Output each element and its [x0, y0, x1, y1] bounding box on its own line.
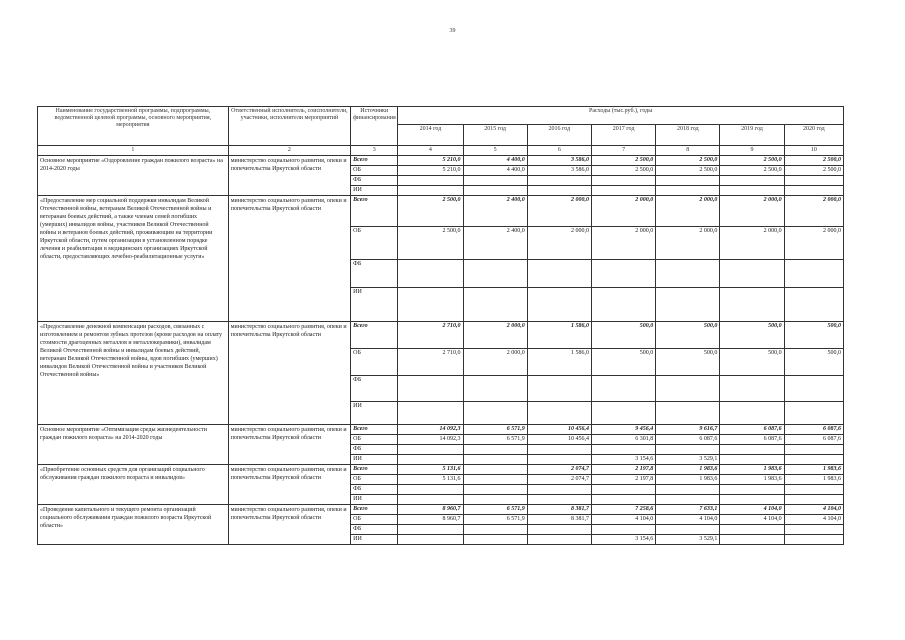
amount-cell [527, 176, 591, 186]
amount-cell: 2 710,0 [398, 349, 463, 376]
amount-cell [398, 260, 463, 288]
column-number: 10 [784, 146, 843, 156]
column-number: 2 [228, 146, 350, 156]
amount-cell: 6 571,9 [463, 435, 527, 445]
amount-cell: 2 000,0 [656, 227, 720, 260]
amount-cell [398, 525, 463, 535]
amount-cell [463, 535, 527, 545]
amount-cell [720, 445, 784, 455]
table-row [38, 465, 844, 475]
amount-cell: 2 000,0 [720, 196, 784, 227]
amount-cell: 4 104,0 [720, 505, 784, 515]
amount-cell: 2 074,7 [527, 475, 591, 485]
amount-cell: 2 500,0 [591, 156, 655, 166]
amount-cell: 1 983,6 [720, 465, 784, 475]
table-row [38, 196, 844, 227]
funding-source: ОБ [351, 435, 398, 445]
amount-cell [656, 525, 720, 535]
amount-cell: 7 633,1 [656, 505, 720, 515]
amount-cell [527, 455, 591, 465]
amount-cell: 6 571,9 [463, 425, 527, 435]
funding-source: ОБ [351, 475, 398, 485]
column-number: 9 [720, 146, 784, 156]
amount-cell: 7 258,6 [591, 505, 655, 515]
amount-cell: 3 154,6 [591, 535, 655, 545]
amount-cell [591, 402, 655, 425]
funding-source: ФБ [351, 485, 398, 495]
amount-cell [784, 455, 843, 465]
funding-source: ОБ [351, 515, 398, 525]
funding-source: ФБ [351, 176, 398, 186]
column-number: 6 [527, 146, 591, 156]
amount-cell [656, 376, 720, 402]
amount-cell: 2 000,0 [784, 196, 843, 227]
column-number: 3 [351, 146, 398, 156]
amount-cell [398, 176, 463, 186]
amount-cell: 500,0 [784, 349, 843, 376]
table-row [38, 322, 844, 349]
amount-cell: 6 087,6 [784, 435, 843, 445]
amount-cell [463, 376, 527, 402]
header-source: Источники финансирования [351, 107, 398, 146]
amount-cell: 3 586,0 [527, 156, 591, 166]
amount-cell: 6 087,6 [720, 425, 784, 435]
amount-cell [656, 495, 720, 505]
amount-cell [398, 535, 463, 545]
funding-source: ИИ [351, 402, 398, 425]
amount-cell [463, 495, 527, 505]
amount-cell [463, 260, 527, 288]
amount-cell: 8 960,7 [398, 515, 463, 525]
amount-cell [656, 186, 720, 196]
funding-source: Всего [351, 465, 398, 475]
amount-cell: 3 529,1 [656, 535, 720, 545]
amount-cell [720, 402, 784, 425]
amount-cell [720, 485, 784, 495]
amount-cell: 4 104,0 [784, 515, 843, 525]
amount-cell: 500,0 [784, 322, 843, 349]
amount-cell [591, 260, 655, 288]
activity-name: «Предоставление денежной компенсации расходов, связанных с изготовлением и ремонтом зубных протезов (кроме расходов на оплату стоимости драгоценных металлов и металлокерамики), инвалидам Великой Отечественной войны и инвалидам боевых действий, ветеранам Великой Отечественной войны, вдов погибших (умерших) инвалидов Великой Отечественной войны и участников Великой Отечественной войны» [38, 322, 229, 425]
amount-cell [720, 176, 784, 186]
amount-cell: 500,0 [720, 349, 784, 376]
amount-cell: 10 456,4 [527, 435, 591, 445]
activity-name: «Предоставление мер социальной поддержки инвалидам Великой Отечественной войны, ветеранам Великой Отечественной войны и ветеранам боевых действий, а также членам семей погибших (умерших) инвалидов войны, участников Великой Отечественной войны и ветеранов боевых действий, проживающим на территории Иркутской области, путем организации в установленном порядке лечения и реабилитации в медицинских организациях Иркутской области, предоставляющих лечебно-реабилитационные услуги» [38, 196, 229, 322]
activity-name: «Проведение капитального и текущего ремонта организаций социального обслуживания граждан пожилого возраста Иркутской области» [38, 505, 229, 545]
amount-cell: 6 087,6 [656, 435, 720, 445]
amount-cell: 2 197,8 [591, 465, 655, 475]
header-year: 2018 год [656, 125, 720, 146]
header-name: Наименование государственной программы, подпрограммы, ведомственной целевой программы, основного мероприятия, мероприятия [38, 107, 229, 146]
column-number: 4 [398, 146, 463, 156]
amount-cell: 2 400,0 [463, 227, 527, 260]
activity-name: Основное мероприятие «Оздоровление граждан пожилого возраста» на 2014-2020 годы [38, 156, 229, 196]
amount-cell: 2 500,0 [591, 166, 655, 176]
amount-cell [784, 485, 843, 495]
amount-cell [398, 288, 463, 322]
page-number: 39 [449, 28, 456, 34]
amount-cell [398, 402, 463, 425]
amount-cell [720, 260, 784, 288]
executor-name: министерство социального развития, опеки и попечительства Иркутской области [228, 465, 350, 505]
amount-cell [656, 176, 720, 186]
column-number: 8 [656, 146, 720, 156]
funding-source: ИИ [351, 495, 398, 505]
amount-cell: 2 000,0 [656, 196, 720, 227]
amount-cell: 2 500,0 [720, 166, 784, 176]
funding-source: Всего [351, 425, 398, 435]
amount-cell [398, 455, 463, 465]
amount-cell: 5 210,0 [398, 156, 463, 166]
amount-cell: 2 500,0 [656, 156, 720, 166]
amount-cell: 9 456,4 [591, 425, 655, 435]
amount-cell: 2 000,0 [784, 227, 843, 260]
amount-cell: 6 301,8 [591, 435, 655, 445]
amount-cell: 2 500,0 [656, 166, 720, 176]
amount-cell [784, 402, 843, 425]
amount-cell [463, 465, 527, 475]
amount-cell: 5 210,0 [398, 166, 463, 176]
amount-cell: 4 104,0 [784, 505, 843, 515]
amount-cell [527, 485, 591, 495]
amount-cell: 4 104,0 [591, 515, 655, 525]
header-expenses: Расходы (тыс.руб.), годы [398, 107, 844, 125]
amount-cell [720, 495, 784, 505]
amount-cell [784, 495, 843, 505]
amount-cell [784, 288, 843, 322]
amount-cell: 500,0 [656, 349, 720, 376]
amount-cell: 4 104,0 [656, 515, 720, 525]
amount-cell [463, 485, 527, 495]
header-year: 2014 год [398, 125, 463, 146]
amount-cell: 1 983,6 [784, 465, 843, 475]
amount-cell [527, 402, 591, 425]
amount-cell [463, 455, 527, 465]
amount-cell [656, 485, 720, 495]
amount-cell: 2 000,0 [720, 227, 784, 260]
amount-cell: 2 710,0 [398, 322, 463, 349]
amount-cell: 3 586,0 [527, 166, 591, 176]
amount-cell: 500,0 [656, 322, 720, 349]
amount-cell [463, 445, 527, 455]
amount-cell: 2 000,0 [527, 227, 591, 260]
table-row [38, 156, 844, 166]
amount-cell: 1 983,6 [656, 465, 720, 475]
funding-source: ОБ [351, 166, 398, 176]
amount-cell: 500,0 [720, 322, 784, 349]
amount-cell: 2 400,0 [463, 196, 527, 227]
amount-cell [398, 445, 463, 455]
amount-cell [720, 376, 784, 402]
amount-cell: 10 456,4 [527, 425, 591, 435]
amount-cell [784, 525, 843, 535]
funding-source: ИИ [351, 288, 398, 322]
amount-cell: 2 000,0 [463, 349, 527, 376]
executor-name: министерство социального развития, опеки и попечительства Иркутской области [228, 505, 350, 545]
funding-source: ИИ [351, 455, 398, 465]
amount-cell: 2 000,0 [527, 196, 591, 227]
amount-cell: 2 074,7 [527, 465, 591, 475]
amount-cell: 6 087,6 [784, 425, 843, 435]
column-number: 7 [591, 146, 655, 156]
amount-cell [784, 445, 843, 455]
amount-cell [656, 402, 720, 425]
amount-cell [784, 260, 843, 288]
amount-cell: 1 983,6 [656, 475, 720, 485]
amount-cell: 1 586,0 [527, 349, 591, 376]
amount-cell: 8 960,7 [398, 505, 463, 515]
amount-cell: 3 154,6 [591, 455, 655, 465]
amount-cell [591, 376, 655, 402]
amount-cell [463, 176, 527, 186]
funding-source: Всего [351, 322, 398, 349]
amount-cell: 500,0 [591, 322, 655, 349]
amount-cell [784, 535, 843, 545]
executor-name: министерство социального развития, опеки и попечительства Иркутской области [228, 425, 350, 465]
executor-name: министерство социального развития, опеки и попечительства Иркутской области [228, 156, 350, 196]
table-row [38, 505, 844, 515]
amount-cell: 500,0 [591, 349, 655, 376]
amount-cell: 2 000,0 [591, 227, 655, 260]
funding-source: Всего [351, 156, 398, 166]
amount-cell [398, 376, 463, 402]
amount-cell [591, 445, 655, 455]
column-number: 1 [38, 146, 229, 156]
amount-cell [527, 186, 591, 196]
executor-name: министерство социального развития, опеки и попечительства Иркутской области [228, 322, 350, 425]
amount-cell: 2 500,0 [784, 156, 843, 166]
amount-cell: 5 131,6 [398, 475, 463, 485]
amount-cell: 8 381,7 [527, 505, 591, 515]
amount-cell: 6 087,6 [720, 435, 784, 445]
amount-cell: 1 586,0 [527, 322, 591, 349]
amount-cell: 2 197,8 [591, 475, 655, 485]
amount-cell [527, 260, 591, 288]
amount-cell [720, 288, 784, 322]
table-row [38, 425, 844, 435]
amount-cell [591, 485, 655, 495]
funding-source: ФБ [351, 445, 398, 455]
amount-cell [463, 402, 527, 425]
amount-cell: 3 529,1 [656, 455, 720, 465]
amount-cell: 4 400,0 [463, 156, 527, 166]
amount-cell [398, 495, 463, 505]
amount-cell: 4 104,0 [720, 515, 784, 525]
amount-cell [656, 260, 720, 288]
amount-cell [463, 525, 527, 535]
amount-cell [591, 288, 655, 322]
header-year: 2015 год [463, 125, 527, 146]
column-number: 5 [463, 146, 527, 156]
amount-cell [720, 186, 784, 196]
activity-name: «Приобретение основных средств для организаций социального обслуживания граждан пожилого возраста и инвалидов» [38, 465, 229, 505]
amount-cell [720, 455, 784, 465]
funding-source: ОБ [351, 227, 398, 260]
amount-cell: 2 500,0 [398, 227, 463, 260]
amount-cell: 1 983,6 [720, 475, 784, 485]
amount-cell: 6 571,9 [463, 515, 527, 525]
amount-cell [527, 495, 591, 505]
amount-cell: 14 092,3 [398, 425, 463, 435]
expenses-table [37, 106, 844, 545]
amount-cell [527, 288, 591, 322]
amount-cell [720, 535, 784, 545]
amount-cell [591, 495, 655, 505]
amount-cell [720, 525, 784, 535]
executor-name: министерство социального развития, опеки и попечительства Иркутской области [228, 196, 350, 322]
amount-cell [463, 288, 527, 322]
amount-cell [591, 176, 655, 186]
header-year: 2020 год [784, 125, 843, 146]
amount-cell [463, 186, 527, 196]
amount-cell: 4 400,0 [463, 166, 527, 176]
amount-cell [463, 475, 527, 485]
amount-cell: 2 500,0 [784, 166, 843, 176]
amount-cell: 2 000,0 [463, 322, 527, 349]
activity-name: Основное мероприятие «Оптимизация среды жизнедеятельности граждан пожилого возраста» на 2014-2020 годы [38, 425, 229, 465]
amount-cell [527, 376, 591, 402]
funding-source: ФБ [351, 260, 398, 288]
amount-cell [784, 186, 843, 196]
amount-cell [527, 445, 591, 455]
amount-cell: 14 092,3 [398, 435, 463, 445]
amount-cell [591, 525, 655, 535]
funding-source: Всего [351, 196, 398, 227]
amount-cell [656, 445, 720, 455]
funding-source: ФБ [351, 376, 398, 402]
amount-cell: 2 500,0 [720, 156, 784, 166]
funding-source: ФБ [351, 525, 398, 535]
amount-cell: 2 500,0 [398, 196, 463, 227]
amount-cell [591, 186, 655, 196]
amount-cell [527, 535, 591, 545]
amount-cell: 9 616,7 [656, 425, 720, 435]
amount-cell: 2 000,0 [591, 196, 655, 227]
amount-cell: 8 381,7 [527, 515, 591, 525]
header-year: 2019 год [720, 125, 784, 146]
amount-cell [784, 176, 843, 186]
header-year: 2016 год [527, 125, 591, 146]
amount-cell: 6 571,9 [463, 505, 527, 515]
amount-cell: 5 131,6 [398, 465, 463, 475]
funding-source: Всего [351, 505, 398, 515]
funding-source: ИИ [351, 535, 398, 545]
header-year: 2017 год [591, 125, 655, 146]
amount-cell [527, 525, 591, 535]
header-executor: Ответственный исполнитель, соисполнители, участники, исполнители мероприятий [228, 107, 350, 146]
table-body [38, 156, 844, 545]
amount-cell [398, 485, 463, 495]
amount-cell [784, 376, 843, 402]
funding-source: ОБ [351, 349, 398, 376]
amount-cell [398, 186, 463, 196]
amount-cell: 1 983,6 [784, 475, 843, 485]
funding-source: ИИ [351, 186, 398, 196]
amount-cell [656, 288, 720, 322]
